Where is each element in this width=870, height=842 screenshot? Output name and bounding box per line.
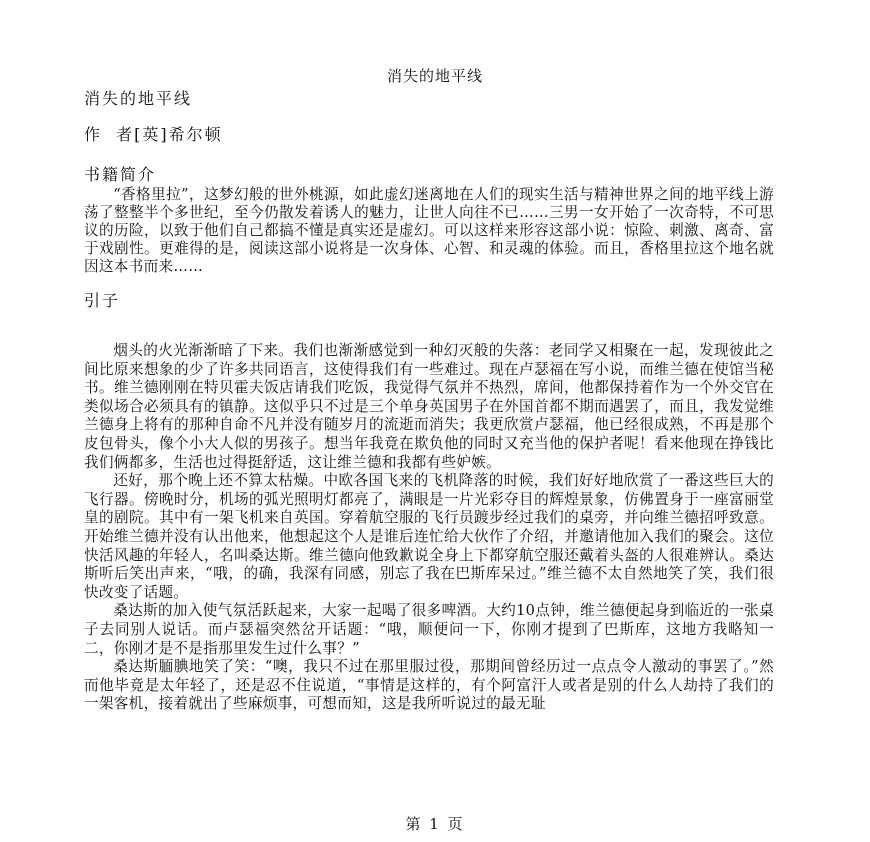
- body-paragraph: 桑达斯的加入使气氛活跃起来，大家一起喝了很多啤酒。大约10点钟，维兰德便起身到临近的一张桌子去同别人说话。而卢瑟福突然岔开话题：“哦，顺便问一下，你刚才提到了巴斯库，这地方我略知一二，你刚才是不是指那里发生过什么事？”: [84, 602, 774, 657]
- body-paragraph: 桑达斯腼腆地笑了笑：“噢，我只不过在那里服过役，那期间曾经历过一点点令人激动的事罢了。”然而他毕竟是太年轻了，还是忍不住说道，“事情是这样的，有个阿富汗人或者是别的什么人劫持了我们的一架客机，接着就出了些麻烦事，可想而知，这是我所听说过的最无耻: [84, 658, 774, 713]
- intro-heading: 书籍简介: [84, 165, 157, 184]
- author-line: 作 者[英]希尔顿: [84, 125, 223, 144]
- page-header-title: 消失的地平线: [386, 67, 483, 85]
- intro-paragraph: “香格里拉”，这梦幻般的世外桃源，如此虚幻迷离地在人们的现实生活与精神世界之间的地平线上游荡了整整半个多世纪，至今仍散发着诱人的魅力，让世人向往不已……三男一女开始了一次奇特，不可思议的历险，以致于他们自己都搞不懂是真实还是虚幻。可以这样来形容这部小说：惊险、刺激、离奇、富于戏剧性。更难得的是，阅读这部小说将是一次身体、心智、和灵魂的体验。而且，香格里拉这个地名就因这本书而来……: [84, 186, 774, 275]
- body-paragraph: 烟头的火光渐渐暗了下来。我们也渐渐感觉到一种幻灭般的失落：老同学又相聚在一起，发现彼此之间比原来想象的少了许多共同语言，这使得我们有一些难过。现在卢瑟福在写小说，而维兰德在使馆当秘书。维兰德刚刚在特贝霍夫饭店请我们吃饭，我觉得气氛并不热烈，席间，他都保持着作为一个外交官在类似场合必须具有的镇静。这似乎只不过是三个单身英国男子在外国首都不期而遇罢了，而且，我发觉维兰德身上将有的那种自命不凡并没有随岁月的流逝而消失；我更欣赏卢瑟福，他已经很成熟，不再是那个皮包骨头，像个小大人似的男孩子。想当年我竟在欺负他的同时又充当他的保护者呢！看来他现在挣钱比我们俩都多，生活也过得挺舒适，这让维兰德和我都有些妒嫉。: [84, 342, 774, 471]
- page-number-footer: 第 1 页: [405, 815, 465, 833]
- document-page: [84, 66, 774, 836]
- body-paragraph: 还好，那个晚上还不算太枯燥。中欧各国飞来的飞机降落的时候，我们好好地欣赏了一番这些巨大的飞行器。傍晚时分，机场的弧光照明灯都亮了，满眼是一片光彩夺目的辉煌景象，仿佛置身于一座富丽堂皇的剧院。其中有一架飞机来自英国。穿着航空服的飞行员踱步经过我们的桌旁，并向维兰德招呼致意。开始维兰德并没有认出他来，他想起这个人是谁后连忙给大伙作了介绍，并邀请他加入我们的聚会。这位快活风趣的年轻人，名叫桑达斯。维兰德向他致歉说全身上下都穿航空服还戴着头盔的人很难辨认。桑达斯听后笑出声来，“哦，的确，我深有同感，别忘了我在巴斯库呆过。”维兰德不太自然地笑了笑，我们很快改变了话题。: [84, 472, 774, 601]
- book-title: 消失的地平线: [84, 89, 193, 108]
- prologue-heading: 引子: [84, 291, 121, 310]
